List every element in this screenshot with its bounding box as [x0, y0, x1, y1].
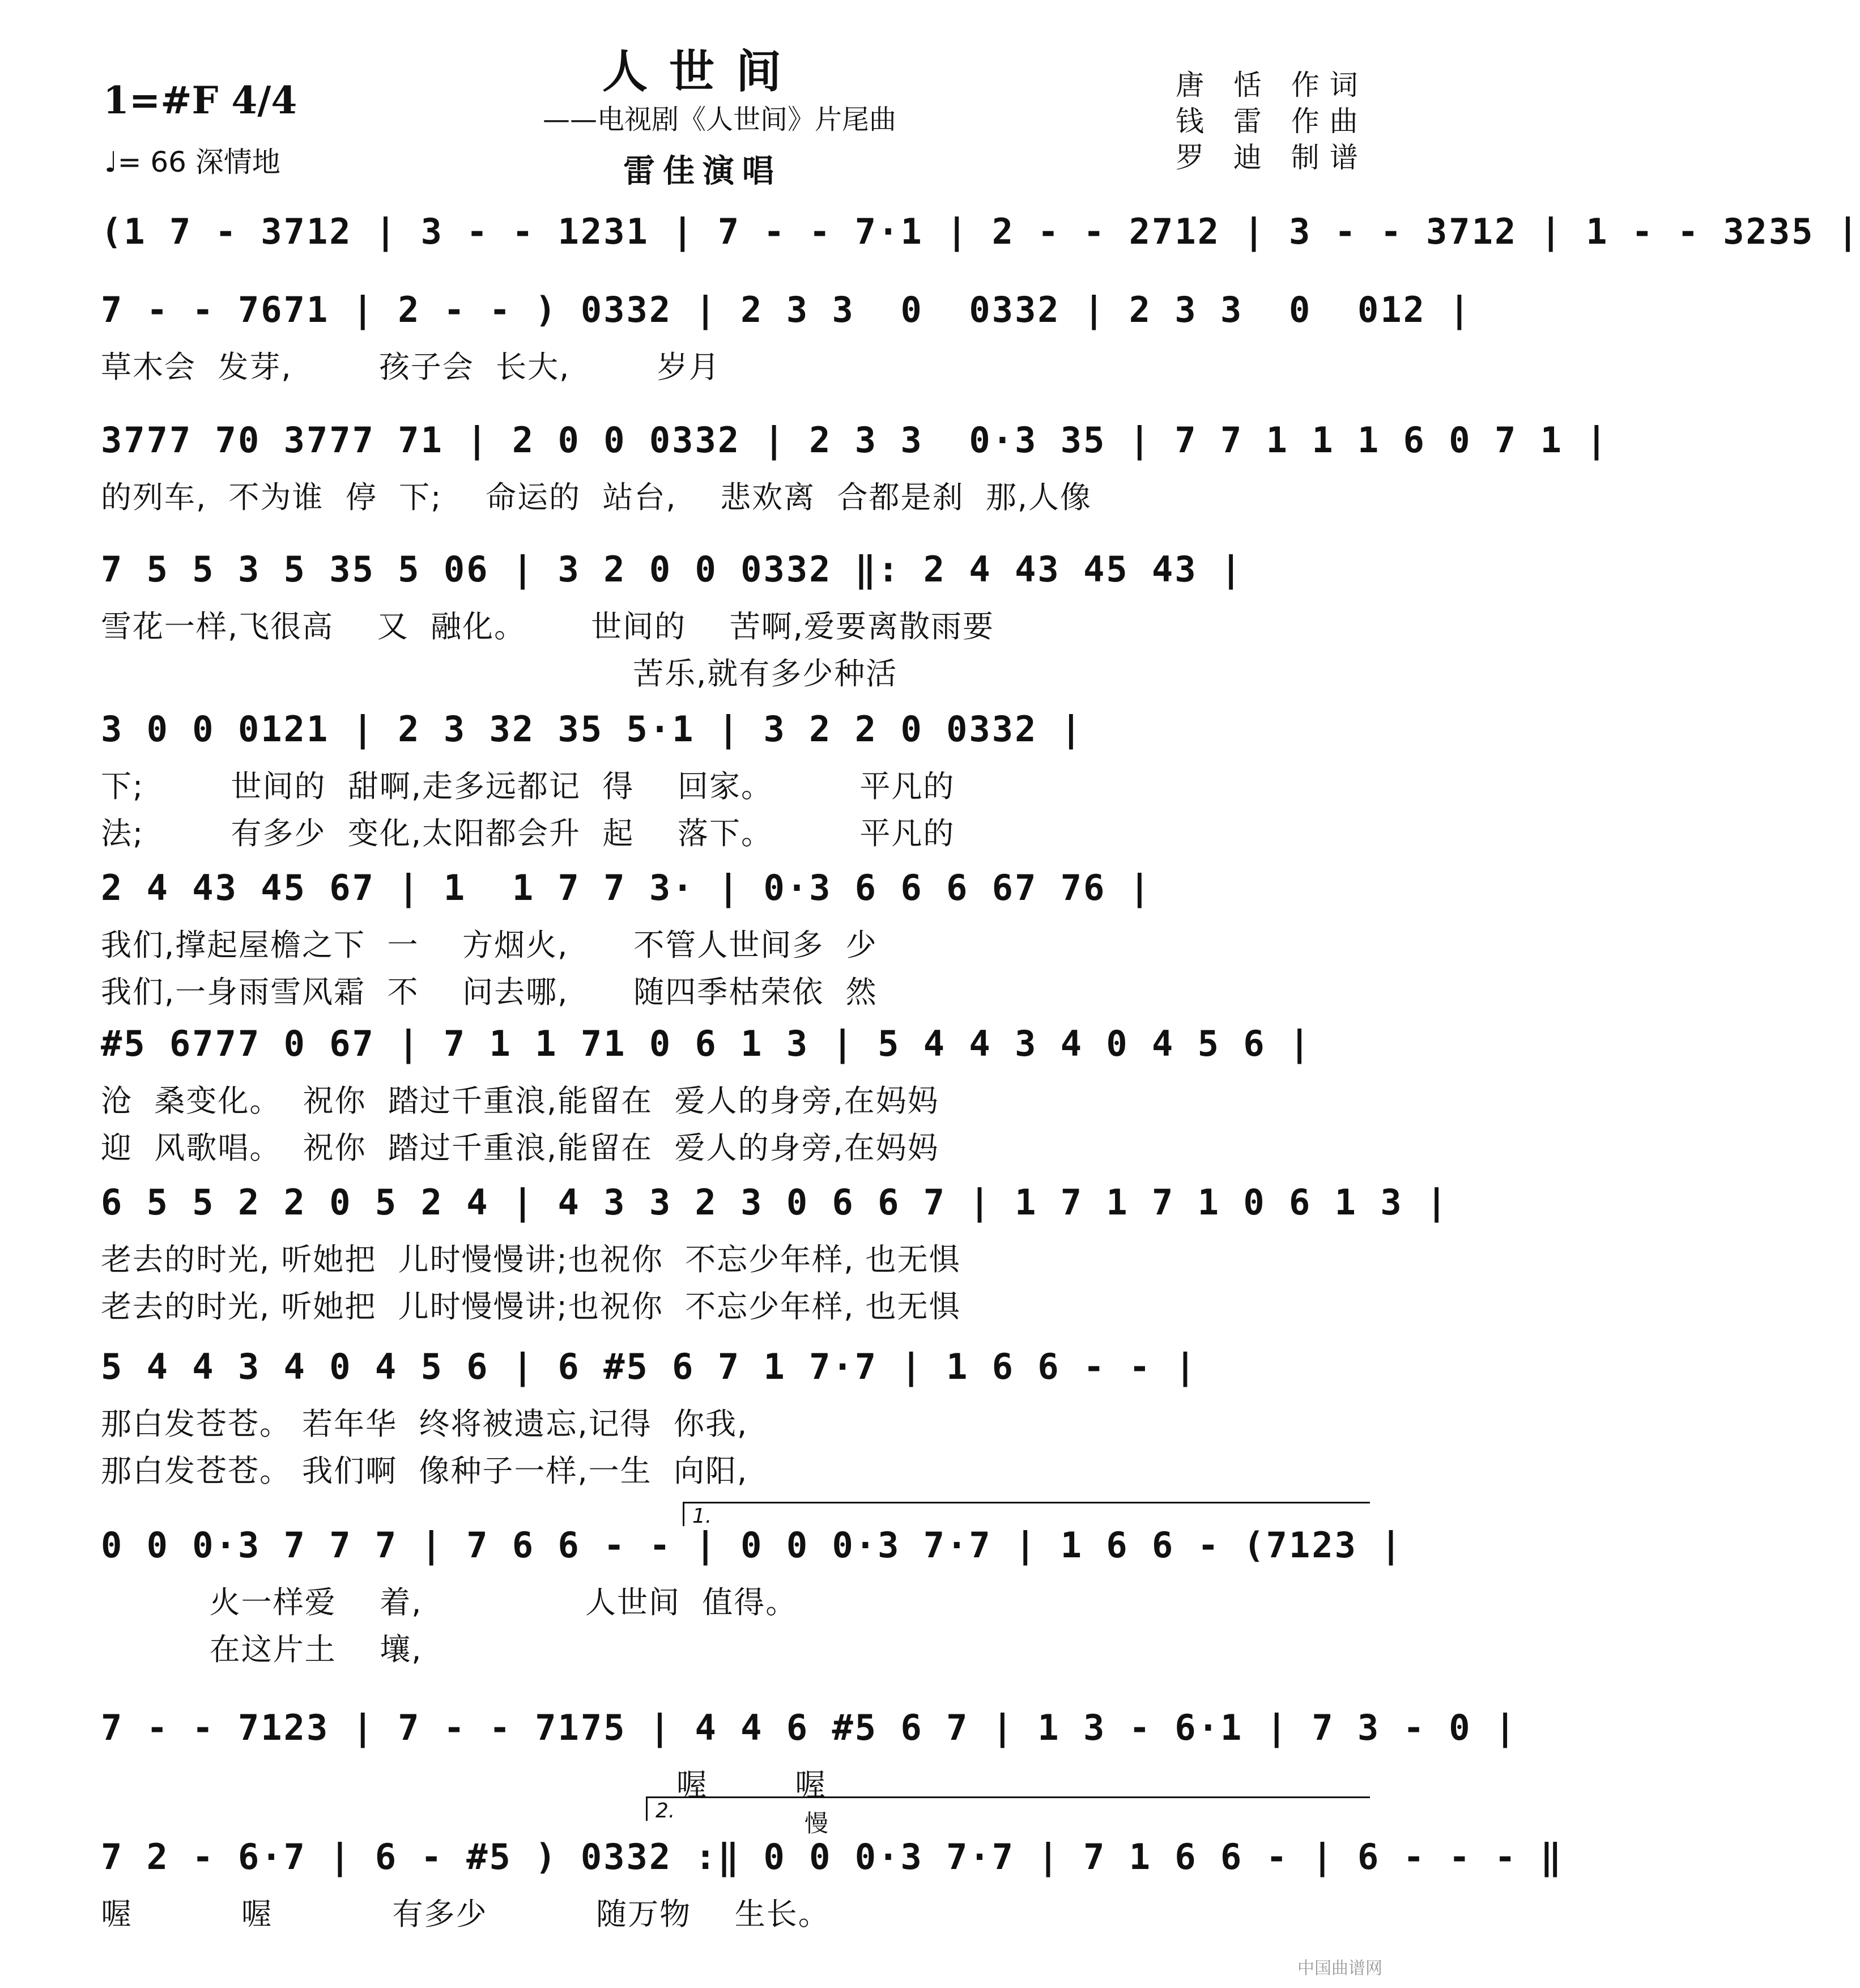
first-ending-label: 1.: [692, 1505, 712, 1528]
lyrics-line: 草木会 发芽, 孩子会 长大, 岁月: [101, 349, 721, 385]
notes-line: 7 2 - 6·7 | 6 - #5 ) 0332 :‖ 0 0 0·3 7·7 | 7 1 6 6 - | 6 - - - ‖: [101, 1836, 1563, 1877]
second-ending-bracket: [646, 1796, 1370, 1821]
song-subtitle: ——电视剧《人世间》片尾曲: [542, 104, 896, 135]
transcriber-credit: 罗 迪 制谱: [1176, 141, 1368, 174]
credits: [1176, 67, 1368, 176]
lyrics-line: 雪花一样,飞很高 又 融化。 世间的 苦啊,爱要离散雨要: [101, 609, 994, 644]
score-system: [101, 1346, 1368, 1490]
song-title: 人世间: [602, 45, 803, 98]
score-system: [101, 708, 1368, 853]
notes-line: 5 4 4 3 4 0 4 5 6 | 6 #5 6 7 1 7·7 | 1 6 6 - - |: [101, 1346, 1198, 1387]
score-system: [101, 419, 1609, 517]
lyricist-credit: 唐 恬 作词: [1176, 69, 1368, 101]
tempo-marking: ♩= 66 深情地: [104, 146, 280, 179]
score-system: [101, 867, 1368, 1012]
notes-line: 2 4 43 45 67 | 1 1 7 7 3· | 0·3 6 6 6 67 76 |: [101, 867, 1152, 908]
score-system: [101, 549, 1368, 693]
singer: 雷佳演唱: [623, 153, 782, 190]
notes-line: 6 5 5 2 2 0 5 2 4 | 4 3 3 2 3 0 6 6 7 | 1 7 1 7 1 0 6 1 3 |: [101, 1182, 1449, 1223]
notes-line: 7 - - 7671 | 2 - - ) 0332 | 2 3 3 0 0332 | 2 3 3 0 012 |: [101, 289, 1472, 330]
lyrics-line: 在这片土 壤,: [101, 1632, 423, 1667]
slow-marking: 慢: [805, 1809, 829, 1837]
lyrics-line: 下; 世间的 甜啊,走多远都记 得 回家。 平凡的: [101, 768, 955, 804]
second-ending-label: 2.: [656, 1799, 675, 1823]
lyrics-line: 的列车, 不为谁 停 下; 命运的 站台, 悲欢离 合都是刹 那,人像: [101, 479, 1092, 515]
watermark: 中国曲谱网: [1297, 1959, 1382, 1978]
notes-line: 3 0 0 0121 | 2 3 32 35 5·1 | 3 2 2 0 0332 |: [101, 708, 1084, 750]
score-system: [101, 289, 1472, 386]
lyrics-line: 沧 桑变化。 祝你 踏过千重浪,能留在 爱人的身旁,在妈妈: [101, 1083, 939, 1119]
lyrics-line: 法; 有多少 变化,太阳都会升 起 落下。 平凡的: [101, 815, 955, 851]
lyrics-line: 迎 风歌唱。 祝你 踏过千重浪,能留在 爱人的身旁,在妈妈: [101, 1130, 939, 1166]
notes-line: (1 7 - 3712 | 3 - - 1231 | 7 - - 7·1 | 2 - - 2712 | 3 - - 3712 | 1 - - 3235 |: [101, 211, 1860, 252]
notes-line: 3777 70 3777 71 | 2 0 0 0332 | 2 3 3 0·3 35 | 7 7 1 1 1 6 0 7 1 |: [101, 419, 1609, 461]
lyrics-line: 我们,一身雨雪风霜 不 问去哪, 随四季枯荣依 然: [101, 974, 878, 1010]
notes-line: 7 5 5 3 5 35 5 06 | 3 2 0 0 0332 ‖: 2 4 43 45 43 |: [101, 549, 1244, 590]
lyrics-line: 火一样爱 着, 人世间 值得。: [101, 1585, 798, 1620]
lyrics-line: 喔 喔: [101, 1767, 827, 1803]
score-system: [101, 1836, 1563, 1934]
notes-line: 7 - - 7123 | 7 - - 7175 | 4 4 6 #5 6 7 | 1 3 - 6·1 | 7 3 - 0 |: [101, 1707, 1518, 1748]
lyrics-line: 我们,撑起屋檐之下 一 方烟火, 不管人世间多 少: [101, 927, 878, 963]
lyrics-line: 喔 喔 有多少 随万物 生长。: [101, 1896, 830, 1932]
score-system: [101, 1524, 1403, 1669]
lyrics-line: 那白发苍苍。 若年华 终将被遗忘,记得 你我,: [101, 1406, 748, 1442]
lyrics-line: 那白发苍苍。 我们啊 像种子一样,一生 向阳,: [101, 1453, 748, 1489]
score-system: [101, 1023, 1368, 1167]
key-signature: 1=#F 4/4: [103, 78, 297, 122]
notes-line: 0 0 0·3 7 7 7 | 7 6 6 - - | 0 0 0·3 7·7 | 1 6 6 - (7123 |: [101, 1524, 1403, 1566]
lyrics-line: 老去的时光, 听她把 儿时慢慢讲;也祝你 不忘少年样, 也无惧: [101, 1289, 961, 1324]
notes-line: #5 6777 0 67 | 7 1 1 71 0 6 1 3 | 5 4 4 3 4 0 4 5 6 |: [101, 1023, 1312, 1064]
lyrics-line: 老去的时光, 听她把 儿时慢慢讲;也祝你 不忘少年样, 也无惧: [101, 1242, 961, 1277]
score-system: [101, 211, 1860, 252]
score-system: [101, 1707, 1518, 1804]
score-system: [101, 1182, 1449, 1326]
lyrics-line: 苦乐,就有多少种活: [101, 656, 898, 691]
first-ending-bracket: [683, 1502, 1370, 1526]
composer-credit: 钱 雷 作曲: [1176, 105, 1368, 138]
